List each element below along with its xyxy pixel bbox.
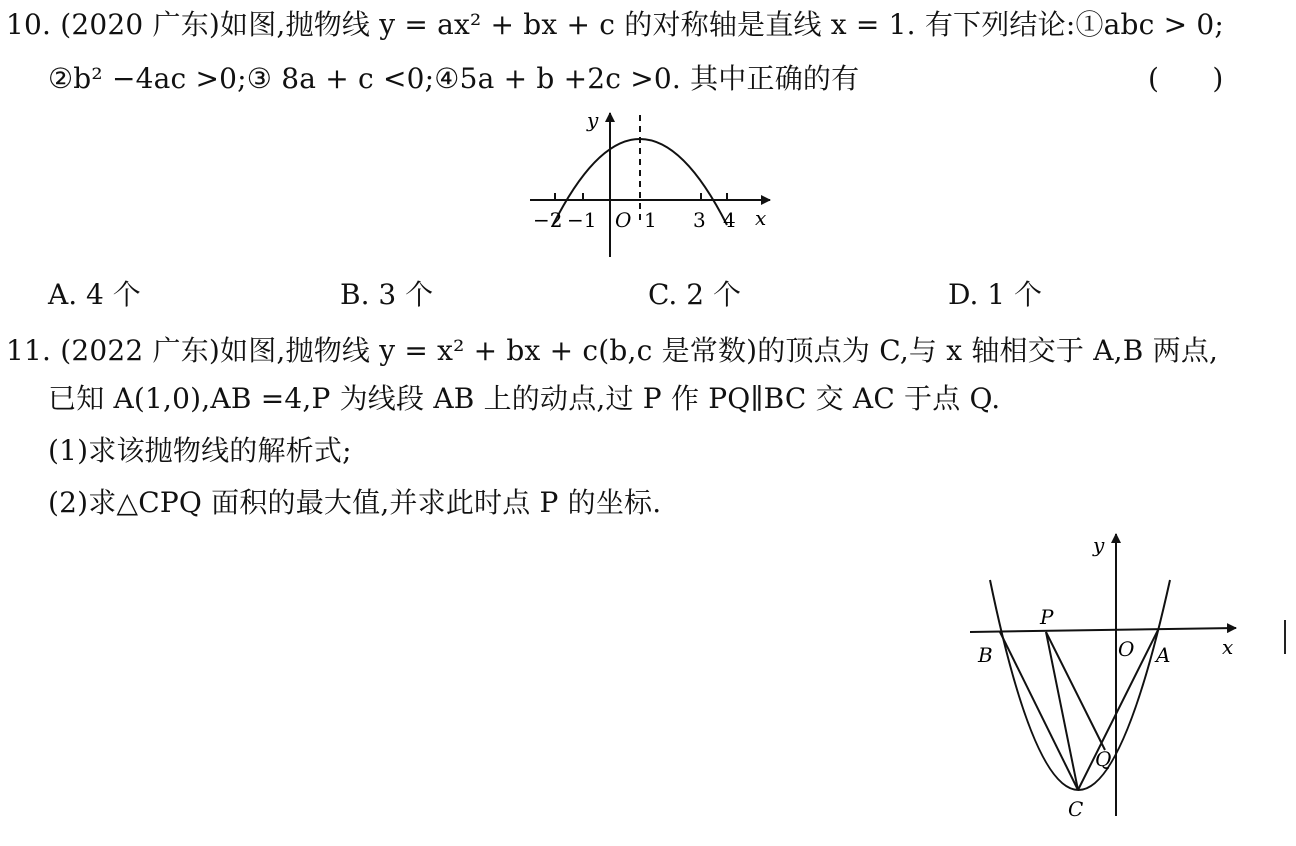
q10-choice-b: B. 3 个 xyxy=(340,278,434,311)
q10-tick-label-minus1: −1 xyxy=(567,208,597,232)
q10-stem-line-1: 10. (2020 广东)如图,抛物线 y = ax² + bx + c 的对称轴是直线 x = 1. 有下列结论:①abc > 0; xyxy=(6,8,1225,41)
q11-point-label-c: C xyxy=(1068,797,1084,821)
q11-parabola-figure xyxy=(960,528,1260,828)
q10-tick-label-minus2: −2 xyxy=(533,208,563,232)
q10-tick-label-1: 1 xyxy=(644,208,657,232)
q10-choice-d: D. 1 个 xyxy=(948,278,1042,311)
q10-parabola-figure xyxy=(525,105,785,265)
q11-segment-bc xyxy=(1000,632,1078,790)
q10-tick-label-3: 3 xyxy=(693,208,706,232)
q10-stem-line-2: ②b² −4ac >0;③ 8a + c <0;④5a + b +2c >0. 其中正确的有 xyxy=(48,62,860,95)
q11-stem-line-1: 11. (2022 广东)如图,抛物线 y = x² + bx + c(b,c 是常数)的顶点为 C,与 x 轴相交于 A,B 两点, xyxy=(6,334,1219,367)
page-edge-mark xyxy=(1284,620,1286,654)
q11-part-1: (1)求该抛物线的解析式; xyxy=(48,434,352,467)
q11-part-2: (2)求△CPQ 面积的最大值,并求此时点 P 的坐标. xyxy=(48,486,662,519)
q10-y-label: y xyxy=(587,108,599,132)
q11-stem-line-2: 已知 A(1,0),AB =4,P 为线段 AB 上的动点,过 P 作 PQ∥BC 交 AC 于点 Q. xyxy=(48,382,1001,415)
q10-answer-parentheses: ( ) xyxy=(1148,62,1224,95)
q11-point-label-p: P xyxy=(1040,605,1054,629)
q10-choice-a: A. 4 个 xyxy=(48,278,141,311)
q11-x-axis xyxy=(970,628,1236,632)
q11-parabola xyxy=(990,580,1170,790)
q10-origin-label: O xyxy=(615,208,632,232)
q10-x-label: x xyxy=(755,206,767,230)
q11-point-label-a: A xyxy=(1156,643,1171,667)
q10-choice-c: C. 2 个 xyxy=(648,278,741,311)
q11-point-label-q: Q xyxy=(1095,747,1112,771)
q11-point-label-b: B xyxy=(978,643,993,667)
q11-x-label: x xyxy=(1222,635,1234,659)
q11-origin-label: O xyxy=(1118,637,1135,661)
q11-y-label: y xyxy=(1093,533,1105,557)
q11-segment-pq xyxy=(1046,632,1105,750)
q11-segment-pc xyxy=(1046,632,1078,790)
q10-tick-label-4: 4 xyxy=(723,208,736,232)
